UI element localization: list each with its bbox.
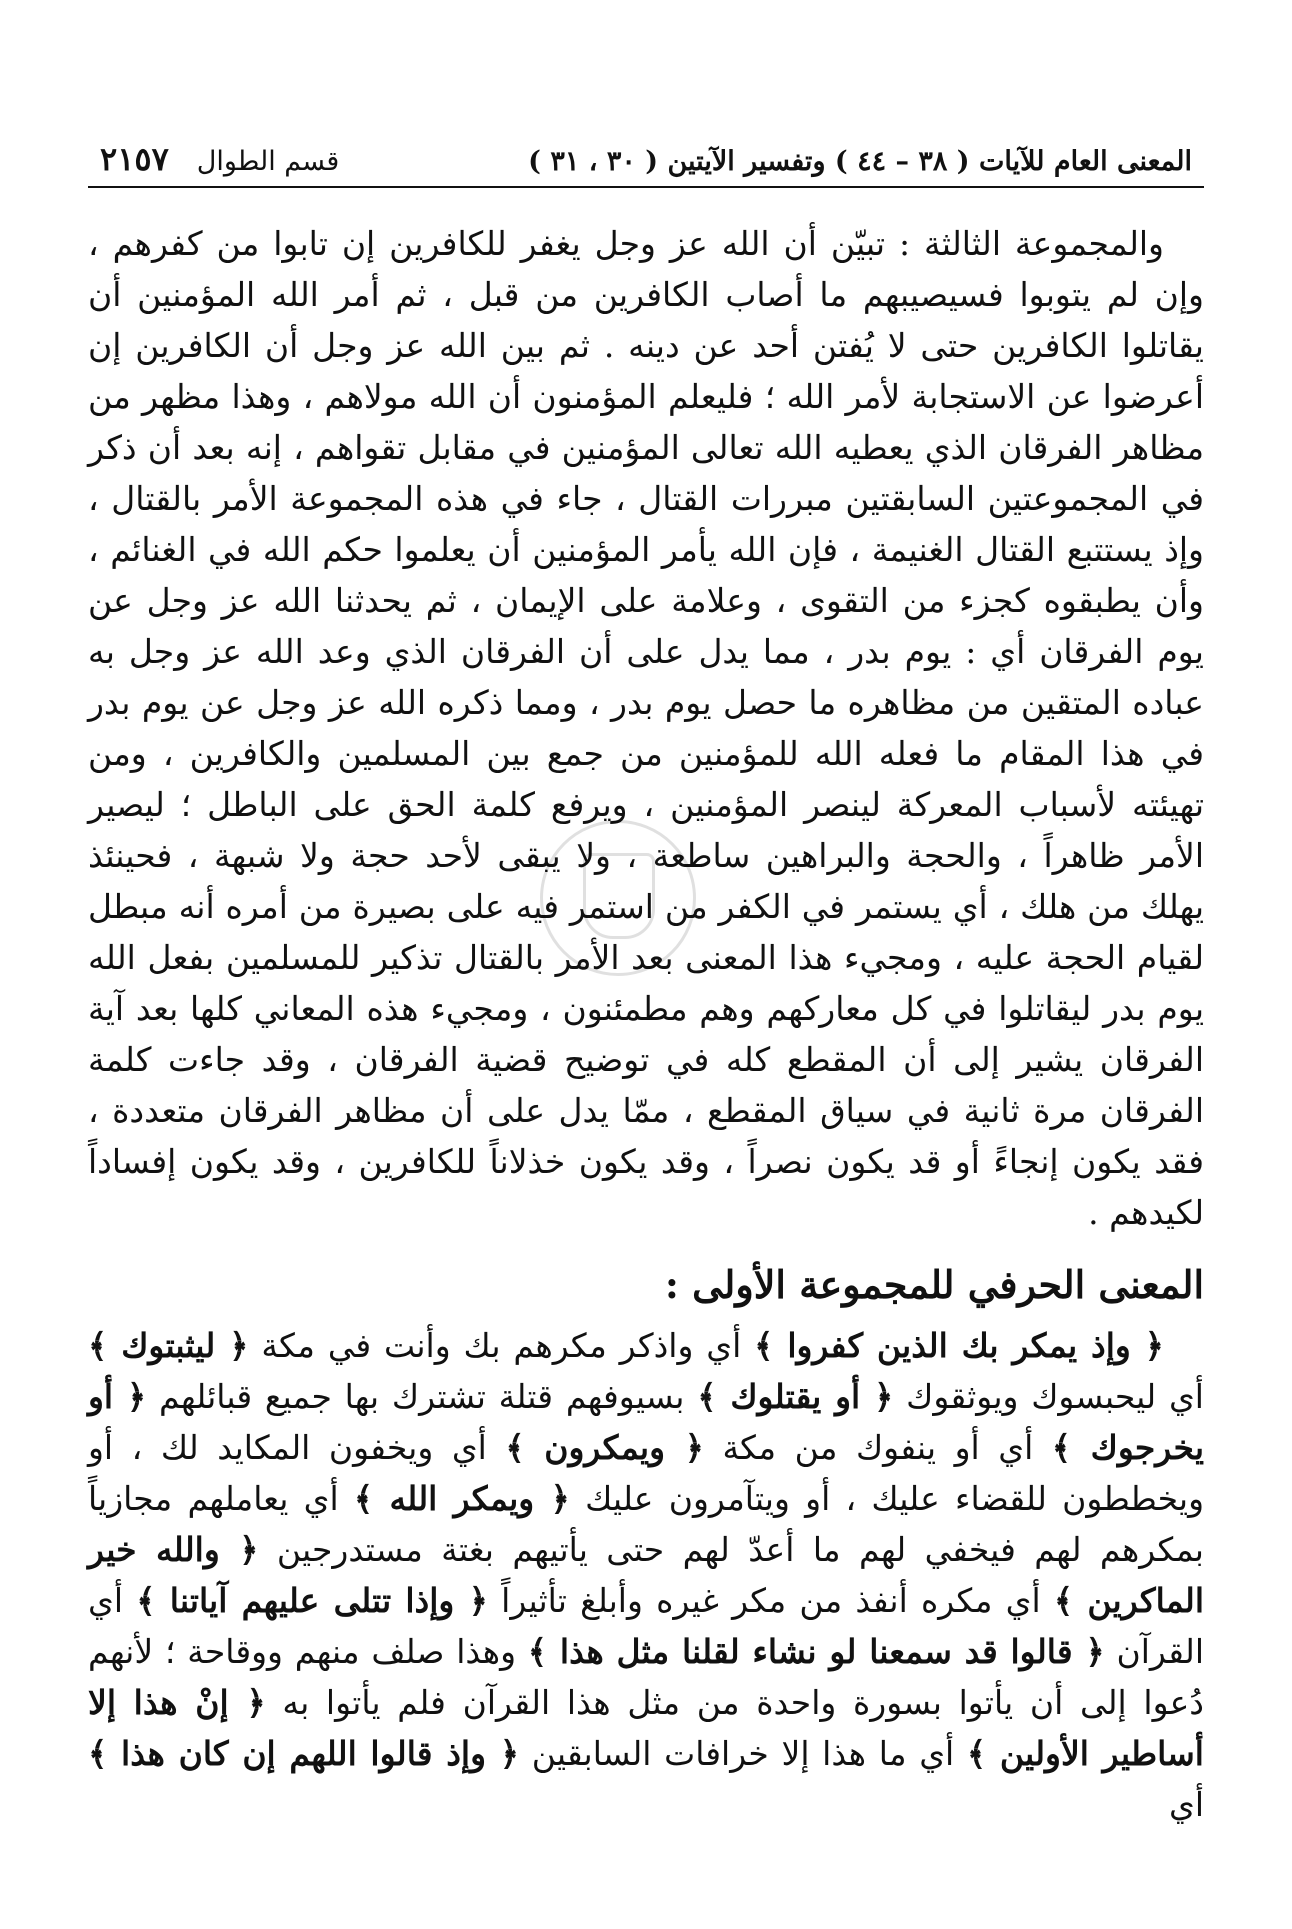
running-title: المعنى العام للآيات ( ٣٨ – ٤٤ ) وتفسير الآيتين ( ٣٠ ، ٣١ ) — [528, 146, 1192, 177]
section-name: قسم الطوال — [196, 146, 340, 177]
tafsir-text: أي — [1169, 1785, 1204, 1824]
quran-verse: ﴿ وإذ يمكر بك الذين كفروا ﴾ — [754, 1326, 1164, 1365]
page-header — [88, 140, 1204, 188]
header-left — [100, 140, 339, 178]
section-heading: المعنى الحرفي للمجموعة الأولى : — [664, 1262, 1204, 1307]
tafsir-text: أي ما هذا إلا خرافات السابقين — [519, 1734, 967, 1773]
tafsir-text: بسيوفهم قتلة تشترك بها جميع قبائلهم — [146, 1377, 698, 1416]
quran-verse: ﴿ ويمكرون ﴾ — [505, 1428, 704, 1467]
quran-verse: ﴿ وإذا تتلى عليهم آياتنا ﴾ — [136, 1581, 488, 1620]
tafsir-text: أي ويخفون المكايد لك ، أو ويخططون للقضاء عليك ، أو ويتآمرون عليك — [88, 1428, 1205, 1518]
tafsir-text: أي واذكر مكرهم بك وأنت في مكة — [248, 1326, 755, 1365]
tafsir-text: أي القرآن — [88, 1581, 1204, 1671]
tafsir-text: أي مكره أنفذ من مكر غيره وأبلغ تأثيراً — [487, 1581, 1054, 1620]
page-number: ٢١٥٧ — [100, 140, 169, 178]
tafsir-paragraph — [88, 1320, 1204, 1830]
quran-verse: ﴿ والله خير الماكرين ﴾ — [88, 1530, 1204, 1620]
quran-verse: ﴿ قالوا قد سمعنا لو نشاء لقلنا مثل هذا ﴾ — [527, 1632, 1105, 1671]
tafsir-text: أي يعاملهم مجازياً بمكرهم لهم فيخفي لهم ما أعدّ لهم حتى يأتيهم بغتة مستدرجين — [88, 1479, 1204, 1569]
quran-verse: ﴿ ليثبتوك ﴾ — [88, 1326, 249, 1365]
quran-verse: ﴿ أو يقتلوك ﴾ — [697, 1377, 894, 1416]
library-watermark-stamp — [540, 820, 696, 976]
quran-verse: ﴿ إنْ هذا إلا أساطير الأولين ﴾ — [88, 1683, 1204, 1773]
quran-verse: ﴿ ويمكر الله ﴾ — [353, 1479, 570, 1518]
body-paragraph: والمجموعة الثالثة : تبيّن أن الله عز وجل يغفر للكافرين إن تابوا من كفرهم ، وإن لم يتوبوا فسيصيبهم ما أصاب الكافرين من قبل ، ثم أمر الله المؤمنين أن يقاتلوا الكافرين حتى لا يُفتن أحد عن دينه . ثم بين الله عز وجل أن الكافرين إن أعرضوا عن الاستجابة لأمر الله ؛ فليعلم المؤمنون أن الله مولاهم ، وهذا مظهر من مظاهر الفرقان الذي يعطيه الله تعالى المؤمنين في مقابل تقواهم ، إنه بعد أن ذكر في المجموعتين السابقتين مبررات القتال ، جاء في هذه المجموعة الأمر بالقتال ، وإذ يستتبع القتال الغنيمة ، فإن الله يأمر المؤمنين أن يعلموا حكم الله في الغنائم ، وأن يطبقوه كجزء من التقوى ، وعلامة على الإيمان ، ثم يحدثنا الله عز وجل عن يوم الفرقان أي : يوم بدر ، مما يدل على أن الفرقان الذي وعد الله عز وجل به عباده المتقين من مظاهره ما حصل يوم بدر ، ومما ذكره الله عز وجل عن يوم بدر في هذا المقام ما فعله الله للمؤمنين من جمع بين المسلمين والكافرين ، ومن تهيئته لأسباب المعركة لينصر المؤمنين ، ويرفع كلمة الحق على الباطل ؛ ليصير الأمر ظاهراً ، والحجة والبراهين ساطعة ، ولا يبقى لأحد حجة ولا شبهة ، فحينئذ يهلك من هلك ، أي يستمر في الكفر من استمر فيه على بصيرة من أمره أنه مبطل لقيام الحجة عليه ، ومجيء هذا المعنى بعد الأمر بالقتال تذكير للمسلمين بفعل الله يوم بدر ليقاتلوا في كل معاركهم وهم مطمئنون ، ومجيء هذه المعاني كلها بعد آية الفرقان يشير إلى أن المقطع كله في توضيح قضية الفرقان ، وقد جاءت كلمة الفرقان مرة ثانية في سياق المقطع ، ممّا يدل على أن مظاهر الفرقان متعددة ، فقد يكون إنجاءً أو قد يكون نصراً ، وقد يكون خذلاناً للكافرين ، وقد يكون إفساداً لكيدهم . — [88, 224, 1204, 1232]
tafsir-text: أي ليحبسوك ويوثقوك — [893, 1377, 1204, 1416]
tafsir-text: وهذا صلف منهم ووقاحة ؛ لأنهم دُعوا إلى أن يأتوا بسورة واحدة من مثل هذا القرآن فلم يأتوا به — [88, 1632, 1205, 1722]
quran-verse: ﴿ وإذ قالوا اللهم إن كان هذا ﴾ — [88, 1734, 520, 1773]
quran-verse: ﴿ أو يخرجوك ﴾ — [88, 1377, 1205, 1467]
tafsir-text: أي أو ينفوك من مكة — [703, 1428, 1052, 1467]
